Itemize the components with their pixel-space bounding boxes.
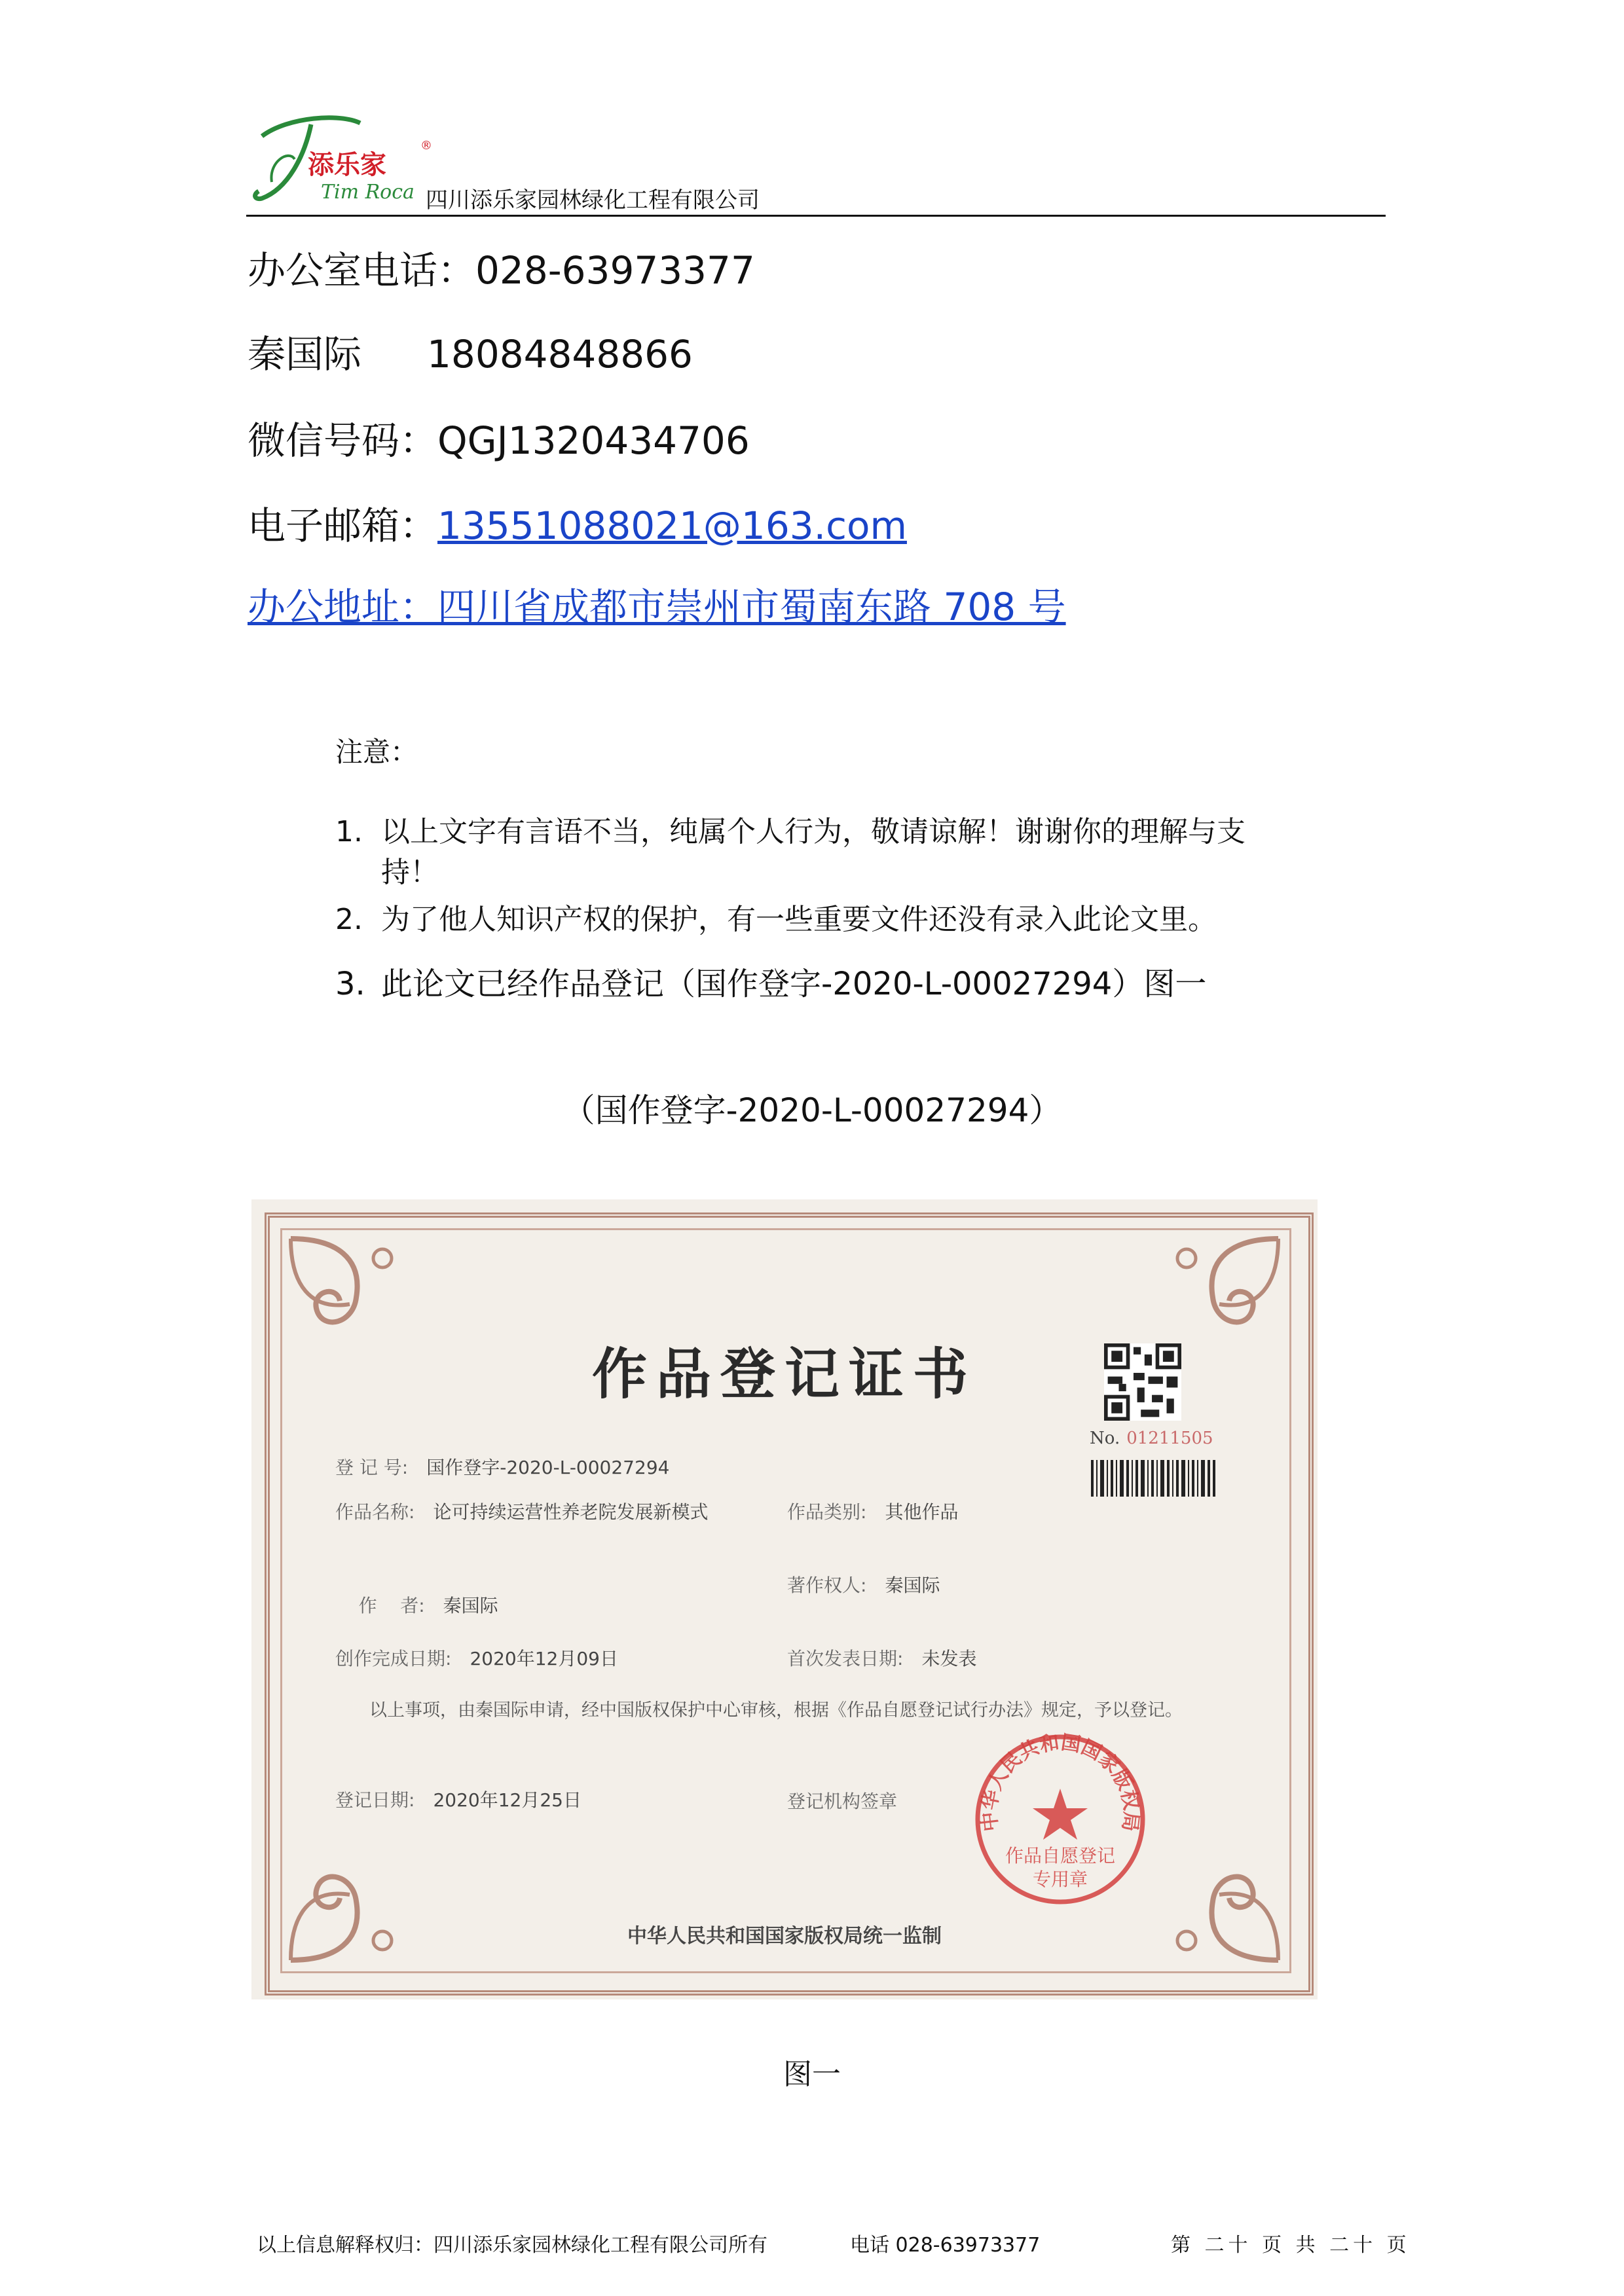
field-label: 创作完成日期: bbox=[335, 1648, 452, 1669]
footer-phone: 电话 028-63973377 bbox=[850, 2234, 1041, 2257]
contact-person-name: 秦国际 bbox=[248, 332, 362, 376]
certificate-title: 作品登记证书 bbox=[591, 1341, 977, 1406]
barcode-icon bbox=[1091, 1460, 1215, 1497]
certificate-issuer-footer: 中华人民共和国国家版权局统一监制 bbox=[627, 1925, 942, 1948]
creation-date-field bbox=[335, 1645, 618, 1671]
field-label: 作 者: bbox=[358, 1595, 425, 1616]
notice-item-text: 此论文已经作品登记（国作登字-2020-L-00027294）图一 bbox=[381, 966, 1207, 1002]
certificate-caption: （国作登字-2020-L-00027294） bbox=[562, 1091, 1062, 1129]
notice-item-2 bbox=[335, 900, 1383, 940]
field-label: 登记日期: bbox=[335, 1789, 415, 1811]
field-value: 2020年12月09日 bbox=[470, 1648, 618, 1669]
field-value: 其他作品 bbox=[885, 1501, 959, 1523]
wechat-line bbox=[248, 410, 750, 465]
field-value: 2020年12月25日 bbox=[433, 1789, 581, 1811]
logo-chinese-name: 添乐家 bbox=[308, 150, 386, 180]
field-label: 著作权人: bbox=[787, 1575, 867, 1596]
field-label: 作品类别: bbox=[787, 1501, 867, 1523]
serial-label: No. bbox=[1090, 1429, 1120, 1448]
notice-title: 注意： bbox=[335, 736, 418, 768]
serial-number: 01211505 bbox=[1126, 1429, 1213, 1448]
first-publication-field bbox=[787, 1645, 976, 1671]
notice-item-number: 3. bbox=[335, 966, 365, 1002]
wechat-value: QGJ1320434706 bbox=[437, 418, 750, 463]
office-phone-line bbox=[248, 240, 755, 295]
office-phone-value: 028-63973377 bbox=[475, 248, 755, 293]
qr-code-icon bbox=[1104, 1343, 1181, 1421]
notice-item-number: 1. bbox=[335, 815, 363, 848]
certificate-statement: 以上事项，由秦国际申请，经中国版权保护中心审核，根据《作品自愿登记试行办法》规定，予以登记。 bbox=[369, 1700, 1183, 1721]
notice-item-number: 2. bbox=[335, 903, 363, 936]
official-seal-stamp bbox=[972, 1731, 1149, 1908]
field-label: 作品名称: bbox=[335, 1501, 415, 1523]
contact-person-line bbox=[248, 323, 693, 378]
field-value: 未发表 bbox=[921, 1648, 977, 1669]
notice-item-text-continued: 持！ bbox=[381, 856, 439, 889]
notice-item-text: 以上文字有言语不当，纯属个人行为，敬请谅解！谢谢你的理解与支 bbox=[381, 815, 1246, 848]
work-category-field bbox=[787, 1498, 958, 1524]
figure-caption: 图一 bbox=[783, 2058, 841, 2091]
company-name: 四川添乐家园林绿化工程有限公司 bbox=[426, 187, 760, 213]
office-address-link[interactable]: 办公地址：四川省成都市崇州市蜀南东路 708 号 bbox=[248, 585, 1066, 629]
email-line bbox=[248, 495, 907, 550]
field-label: 首次发表日期: bbox=[787, 1648, 904, 1669]
field-value: 秦国际 bbox=[443, 1595, 498, 1616]
author-field bbox=[335, 1570, 498, 1639]
seal-line-1: 作品自愿登记 bbox=[1005, 1845, 1116, 1867]
office-phone-label: 办公室电话： bbox=[248, 248, 476, 293]
page-number: 第 二十 页 共 二十 页 bbox=[1171, 2234, 1411, 2257]
work-name-field bbox=[335, 1498, 708, 1524]
notice-item-3 bbox=[335, 964, 1383, 1004]
field-value: 论可持续运营性养老院发展新模式 bbox=[433, 1501, 709, 1523]
email-link[interactable]: 13551088021@163.com bbox=[437, 503, 907, 548]
notice-item-text: 为了他人知识产权的保护，有一些重要文件还没有录入此论文里。 bbox=[381, 903, 1217, 936]
field-label: 登 记 号: bbox=[335, 1457, 409, 1478]
registration-number-field bbox=[335, 1453, 669, 1480]
seal-line-2: 专用章 bbox=[1032, 1868, 1088, 1890]
contact-person-phone: 18084848866 bbox=[427, 332, 693, 376]
certificate-serial bbox=[1090, 1429, 1213, 1448]
notice-item-1 bbox=[335, 812, 1383, 893]
wechat-label: 微信号码： bbox=[248, 418, 438, 463]
registry-seal-label: 登记机构签章 bbox=[787, 1791, 898, 1812]
header-divider bbox=[246, 215, 1386, 217]
registered-mark: ® bbox=[420, 139, 432, 153]
copyright-owner-field bbox=[787, 1571, 940, 1597]
registration-certificate-image bbox=[251, 1199, 1318, 1999]
footer-rights: 以上信息解释权归：四川添乐家园林绿化工程有限公司所有 bbox=[257, 2234, 767, 2257]
seal-arc-text: 中华人民共和国国家版权局 bbox=[978, 1731, 1143, 1833]
logo-english-name: Tim Roca bbox=[321, 181, 415, 204]
registration-date-field bbox=[335, 1786, 581, 1812]
field-value: 国作登字-2020-L-00027294 bbox=[426, 1457, 670, 1478]
field-value: 秦国际 bbox=[885, 1575, 940, 1596]
email-label: 电子邮箱： bbox=[248, 503, 438, 548]
